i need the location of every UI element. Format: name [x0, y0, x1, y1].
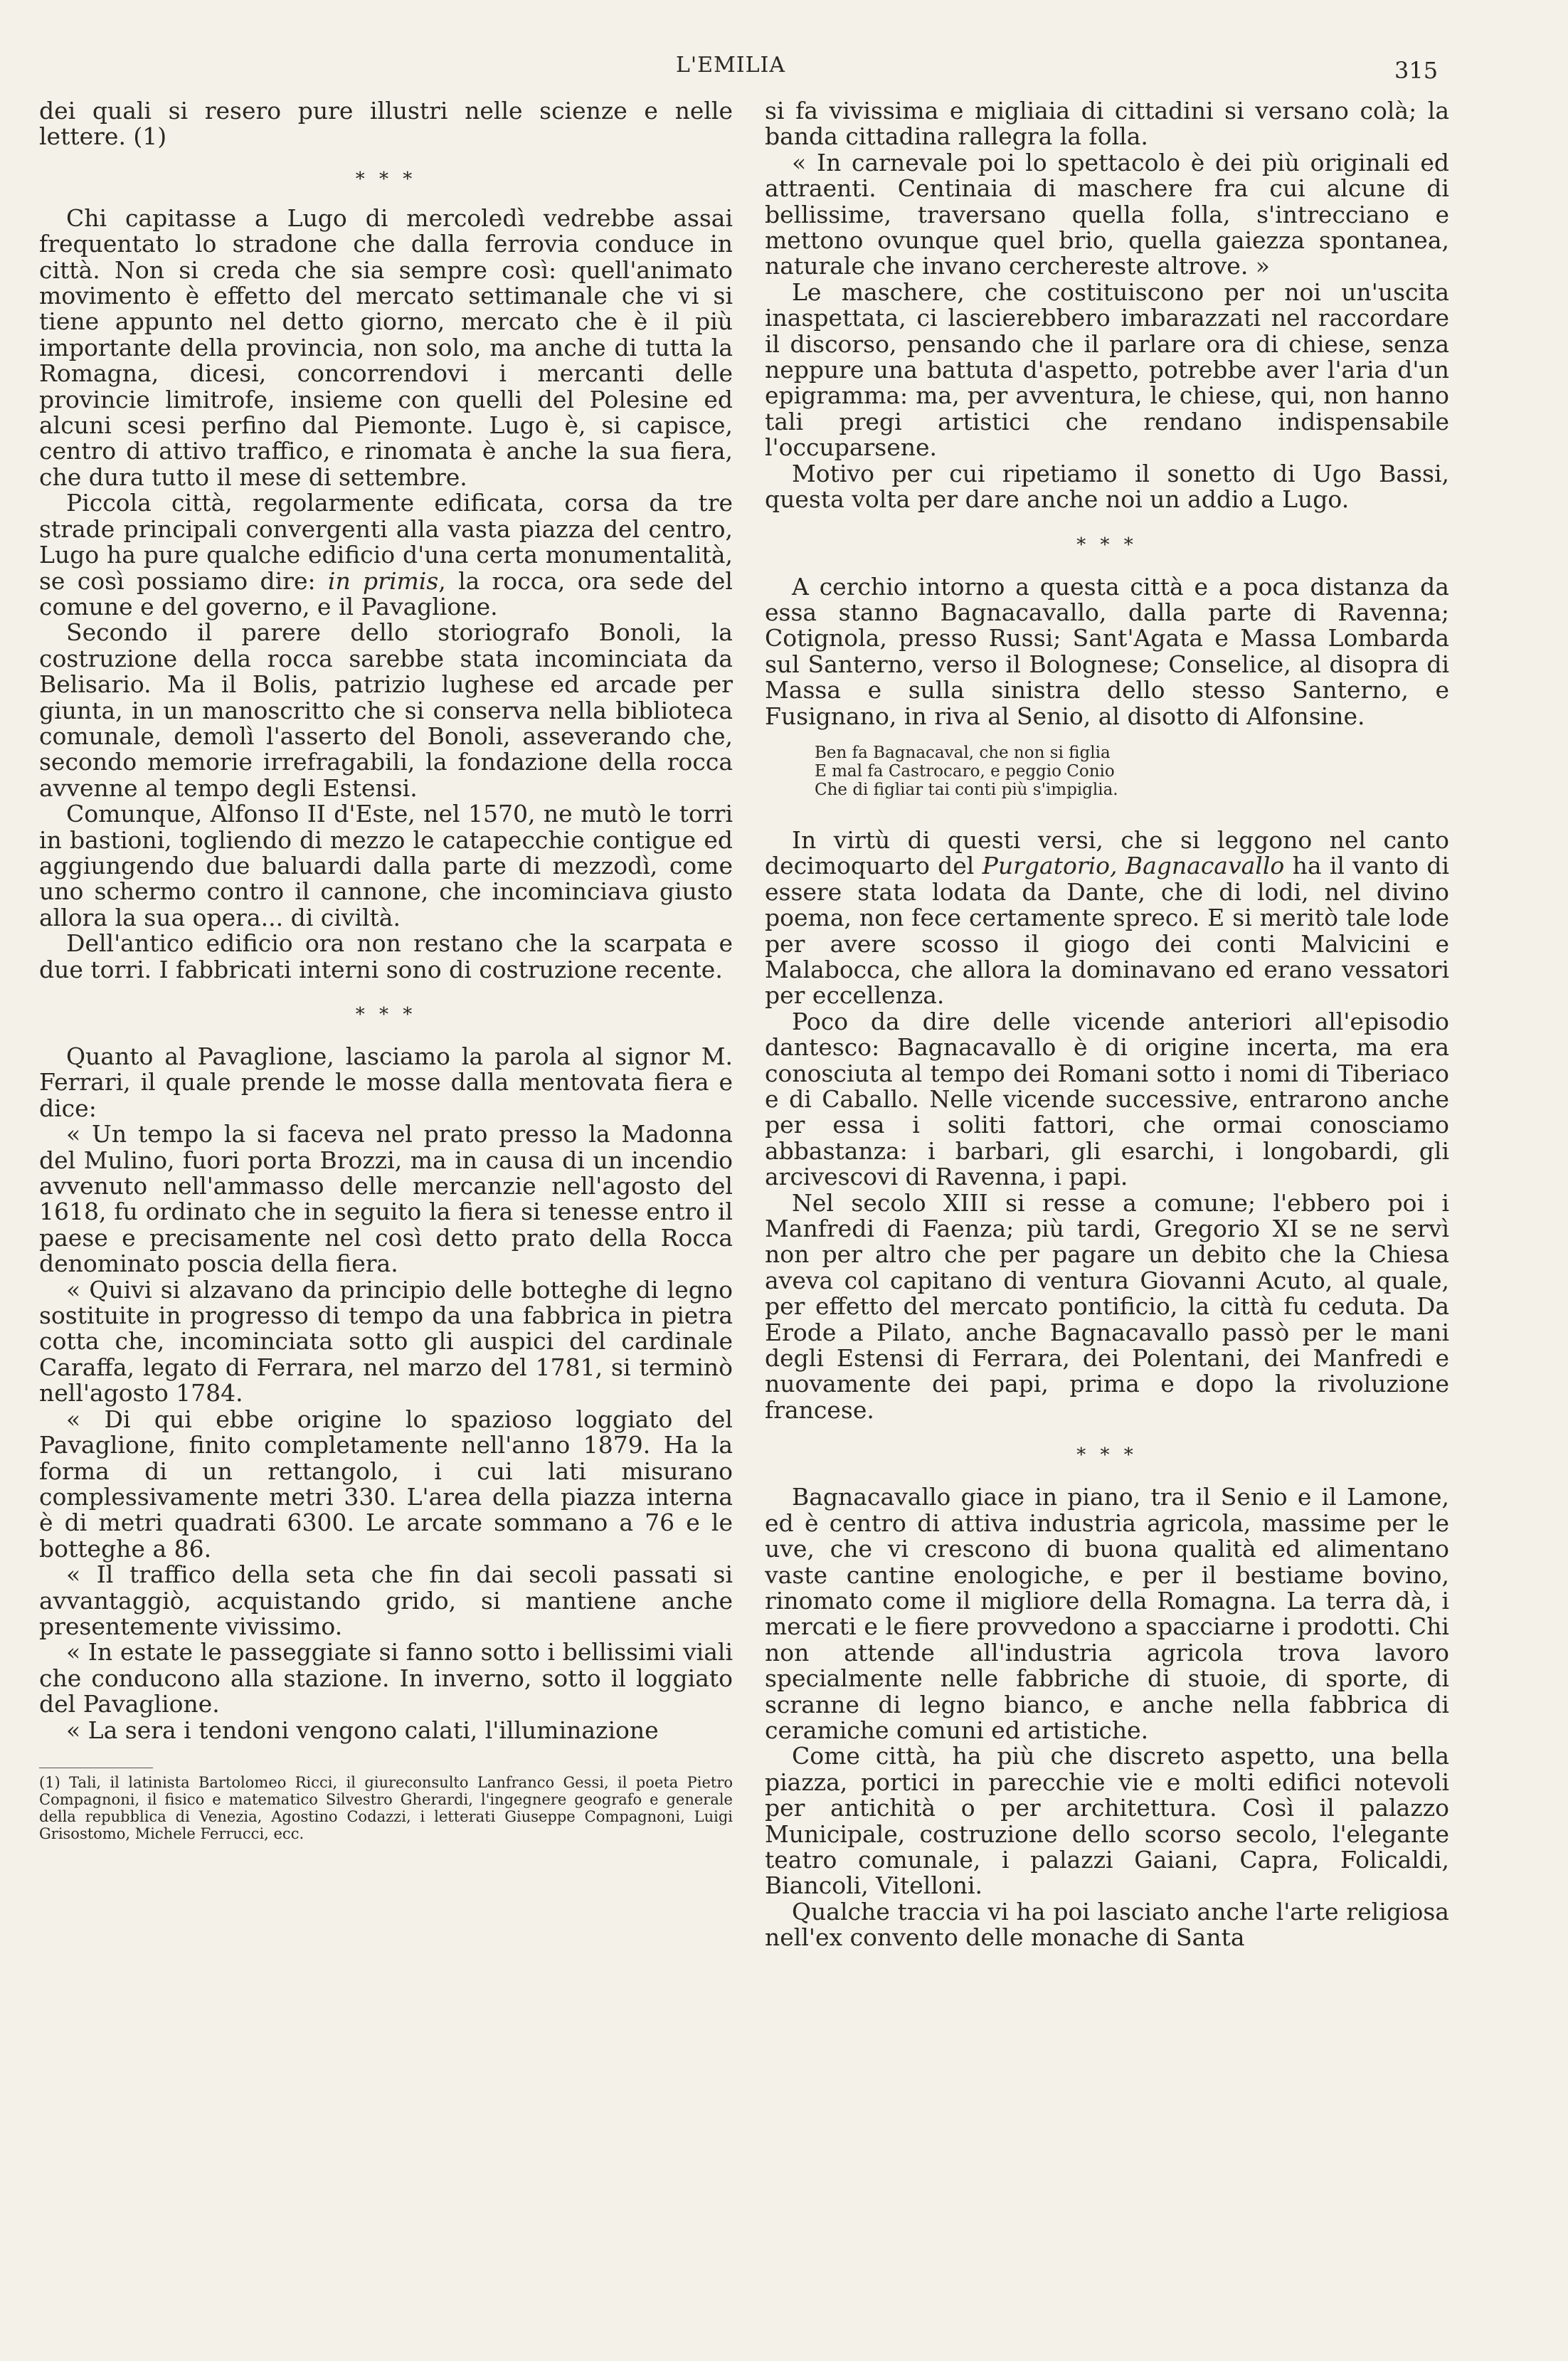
verse-quote [815, 744, 1449, 799]
right-column [765, 98, 1449, 1951]
paragraph: Le maschere, che costituiscono per noi un'uscita inaspettata, ci lascierebbero imbarazzati nel raccordare il discorso, pensando che il parlare ora di chiese, senza neppure una battuta d'aspetto, potrebbe aver l'aria d'un epigramma: ma, per avventura, le chiese, qui, non hanno tali pregi artistici che rendano indispensabile l'occuparsene. [765, 278, 1449, 462]
paragraph: « In carnevale poi lo spettacolo è dei più originali ed attraenti. Centinaia di maschere fra cui alcune di bellissime, traversano quella folla, s'intrecciano e mettono ovunque quel brio, quella gaiezza spontanea, naturale che invano cerchereste altrove. » [765, 148, 1449, 280]
section-separator: * * * [1076, 534, 1138, 556]
paragraph: « Quivi si alzavano da principio delle botteghe di legno sostituite in progresso di tempo da una fabbrica in pietra cotta che, incominciata sotto gli auspici del cardinale Caraffa, legato di Ferrara, nel marzo del 1781, si terminò nell'agosto 1784. [39, 1275, 733, 1407]
verse-line: E mal fa Castrocaro, e peggio Conio [815, 761, 1115, 781]
paragraph: « Di qui ebbe origine lo spazioso loggiato del Pavaglione, finito completamente nell'anno 1879. Ha la forma di un rettangolo, i cui lati misurano complessivamente metri 330. L'area della piazza interna è di metri quadrati 6300. Le arcate sommano a 76 e le botteghe a 86. [39, 1405, 733, 1563]
paragraph: Dell'antico edificio ora non restano che la scarpata e due torri. I fabbricati interni sono di costruzione recente. [39, 929, 733, 983]
section-separator: * * * [1076, 1444, 1138, 1467]
page-number: 315 [1394, 57, 1439, 84]
paragraph: Qualche traccia vi ha poi lasciato anche l'arte religiosa nell'ex convento delle monache di Santa [765, 1897, 1449, 1952]
paragraph: Poco da dire delle vicende anteriori all'episodio dantesco: Bagnacavallo è di origine incerta, ma era conosciuta al tempo dei Romani sotto i nomi di Tiberiaco e di Caballo. Nelle vicende successive, entrarono anche per essa i soliti fattori, che ormai conosciamo abbastanza: i barbari, gli esarchi, i longobardi, gli arcivescovi di Ravenna, i papi. [765, 1007, 1449, 1191]
paragraph: A cerchio intorno a questa città e a poca distanza da essa stanno Bagnacavallo, dalla parte di Ravenna; Cotignola, presso Russi; Sant'Agata e Massa Lombarda sul Santerno, verso il Bolognese; Conselice, al disopra di Massa e sulla sinistra dello stesso Santerno, e Fusignano, in riva al Senio, al disotto di Alfonsine. [765, 572, 1449, 730]
paragraph: « La sera i tendoni vengono calati, l'illuminazione [66, 1716, 659, 1744]
section-separator: * * * [355, 1004, 417, 1025]
verse-line: Ben fa Bagnacaval, che non si figlia [815, 743, 1111, 762]
paragraph: Secondo il parere dello storiografo Bonoli, la costruzione della rocca sarebbe stata incominciata da Belisario. Ma il Bolis, patrizio lughese ed arcade per giunta, in un manoscritto che si conserva nella biblioteca comunale, demolì l'asserto del Bonoli, asseverando che, secondo memorie irrefragabili, la fondazione della rocca avvenne al tempo degli Estensi. [39, 618, 733, 802]
paragraph: « Il traffico della seta che fin dai secoli passati si avvantaggiò, acquistando grido, si mantiene anche presentemente vivissimo. [39, 1560, 733, 1640]
left-column [39, 98, 733, 1842]
paragraph: Bagnacavallo giace in piano, tra il Senio e il Lamone, ed è centro di attiva industria agricola, massime per le uve, che vi crescono di buona qualità ed alimentano vaste cantine enologiche, e per il bestiame bovino, rinomato come il migliore della Romagna. La terra dà, i mercati e le fiere provvedono a spacciarne i prodotti. Chi non attende all'industria agricola trova lavoro specialmente nelle fabbriche di stuoie, di sporte, di scranne di legno bianco, e anche nella fabbrica di ceramiche comuni ed artistiche. [765, 1483, 1449, 1744]
running-title: L'EMILIA [676, 53, 786, 78]
paragraph: Come città, ha più che discreto aspetto, una bella piazza, portici in parecchie vie e molti edifici notevoli per antichità o per architettura. Così il palazzo Municipale, costruzione dello scorso secolo, l'elegante teatro comunale, i palazzi Gaiani, Capra, Folicaldi, Biancoli, Vitelloni. [765, 1742, 1449, 1900]
paragraph: dei quali si resero pure illustri nelle scienze e nelle lettere. (1) [39, 97, 733, 151]
verse-line: Che di figliar tai conti più s'impiglia. [815, 780, 1118, 799]
paragraph: « In estate le passeggiate si fanno sotto i bellissimi viali che conducono alla stazione. In inverno, sotto il loggiato del Pavaglione. [39, 1638, 733, 1718]
italic-phrase: Purgatorio, Bagnacavallo [982, 852, 1285, 880]
paragraph: Motivo per cui ripetiamo il sonetto di Ugo Bassi, questa volta per dare anche noi un addio a Lugo. [765, 459, 1449, 514]
page-header [0, 44, 1568, 87]
italic-phrase: in primis [327, 566, 439, 595]
paragraph: « Un tempo la si faceva nel prato presso la Madonna del Mulino, fuori porta Brozzi, ma in causa di un incendio avvenuto nell'ammasso delle mercanzie nell'agosto del 1618, fu ordinato che in seguito la fiera si tenesse entro il paese e precisamente nel così detto prato della Rocca denominato poscia della fiera. [39, 1120, 733, 1278]
footnote: (1) Tali, il latinista Bartolomeo Ricci, il giureconsulto Lanfranco Gessi, il poeta Pietro Compagnoni, il fisico e matematico Silvestro Gherardi, l'ingegnere geografo e generale della repubblica di Venezia, Agostino Codazzi, i letterati Giuseppe Compagnoni, Luigi Grisostomo, Michele Ferrucci, ecc. [39, 1773, 733, 1842]
paragraph: In virtù di questi versi, che si leggono nel canto decimoquarto del Purgatorio, Bagnacavallo ha il vanto di essere stata lodata da Dante, che di lodi, nel divino poema, non fece certamente spreco. E si meritò tale lode per avere scosso il giogo dei conti Malvicini e Malabocca, che allora la dominavano ed erano vessatori per eccellenza. [765, 825, 1450, 1010]
paragraph: Piccola città, regolarmente edificata, corsa da tre strade principali convergenti alla vasta piazza del centro, Lugo ha pure qualche edificio d'una certa monumentalità, se così possiamo dire: in primis, la rocca, ora sede del comune e del governo, e il Pavaglione. [39, 489, 733, 620]
paragraph: Comunque, Alfonso II d'Este, nel 1570, ne mutò le torri in bastioni, togliendo di mezzo le catapecchie contigue ed aggiungendo due baluardi dalla parte di mezzodì, come uno schermo contro il cannone, che incominciava giusto allora la sua opera... di civiltà. [39, 800, 733, 931]
section-separator: * * * [355, 168, 417, 190]
paragraph: Nel secolo XIII si resse a comune; l'ebbero poi i Manfredi di Faenza; più tardi, Gregorio XI se ne servì non per altro che per pagare un debito che la Chiesa aveva col capitano di ventura Giovanni Acuto, al quale, per effetto del mercato pontificio, la città fu ceduta. Da Erode a Pilato, anche Bagnacavallo passò per le mani degli Estensi di Ferrara, dei Polentani, dei Manfredi e nuovamente dei papi, prima e dopo la rivoluzione francese. [765, 1188, 1449, 1424]
paragraph: Chi capitasse a Lugo di mercoledì vedrebbe assai frequentato lo stradone che dalla ferrovia conduce in città. Non si creda che sia sempre così: quell'animato movimento è effetto del mercato settimanale che vi si tiene appunto nel detto giorno, mercato che è il più importante della provincia, non solo, ma anche di tutta la Romagna, dicesi, concorrendovi i mercanti delle provincie limitrofe, insieme con quelli del Polesine ed alcuni scesi perfino dal Piemonte. Lugo è, si capisce, centro di attivo traffico, e rinomata è anche la sua fiera, che dura tutto il mese di settembre. [39, 204, 733, 491]
paragraph: Quanto al Pavaglione, lasciamo la parola al signor M. Ferrari, il quale prende le mosse dalla mentovata fiera e dice: [39, 1042, 733, 1122]
paragraph: si fa vivissima e migliaia di cittadini si versano colà; la banda cittadina rallegra la folla. [765, 97, 1449, 151]
